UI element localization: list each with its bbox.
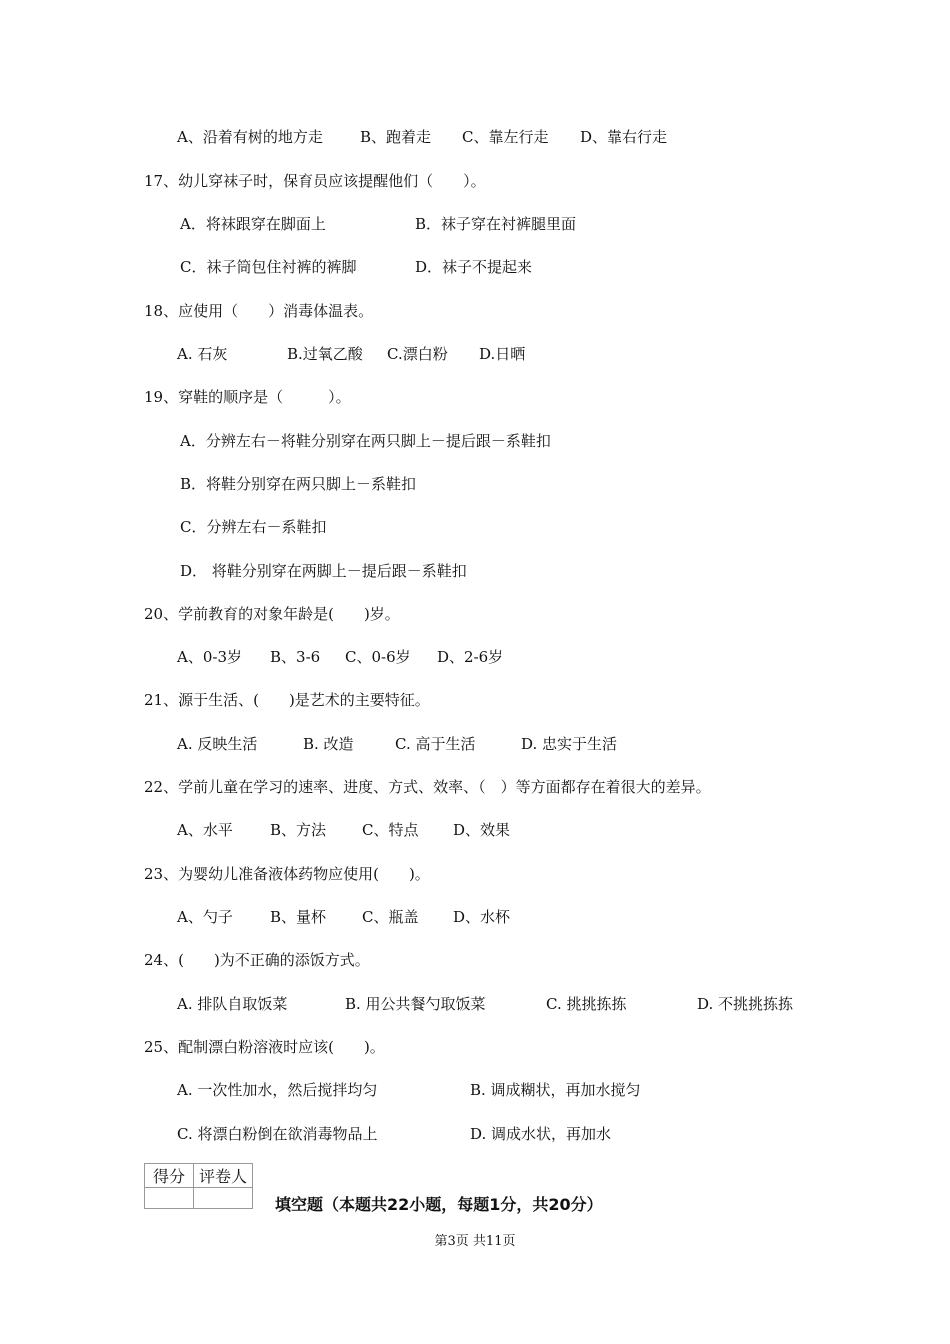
q16-option-d: D、靠右行走 bbox=[580, 128, 668, 146]
q18-option-b: B.过氧乙酸 bbox=[287, 345, 363, 363]
q16-option-b: B、跑着走 bbox=[360, 128, 432, 146]
q20-option-d: D、2-6岁 bbox=[437, 648, 504, 666]
q21-option-b: B. 改造 bbox=[303, 735, 354, 753]
q21-option-c: C. 高于生活 bbox=[395, 735, 476, 753]
score-cell bbox=[145, 1188, 194, 1209]
q16-option-c: C、靠左行走 bbox=[462, 128, 549, 146]
q20-option-a: A、0-3岁 bbox=[177, 648, 242, 666]
q22-stem: 22、学前儿童在学习的速率、进度、方式、效率、（ ）等方面都存在着很大的差异。 bbox=[144, 778, 711, 796]
q24-option-b: B. 用公共餐勺取饭菜 bbox=[345, 995, 486, 1013]
q21-option-a: A. 反映生活 bbox=[177, 735, 258, 753]
q19-stem: 19、穿鞋的顺序是（ ）。 bbox=[144, 388, 351, 406]
q20-option-b: B、3-6 bbox=[270, 648, 321, 666]
q22-option-b: B、方法 bbox=[270, 821, 327, 839]
q20-option-c: C、0-6岁 bbox=[345, 648, 411, 666]
q23-option-b: B、量杯 bbox=[270, 908, 327, 926]
grader-cell bbox=[194, 1188, 253, 1209]
q19-option-d: D． 将鞋分别穿在两脚上－提后跟－系鞋扣 bbox=[180, 562, 467, 580]
q18-option-a: A. 石灰 bbox=[177, 345, 228, 363]
q18-option-d: D.日晒 bbox=[479, 345, 526, 363]
q20-stem: 20、学前教育的对象年龄是( )岁。 bbox=[144, 605, 400, 623]
q24-option-d: D. 不挑挑拣拣 bbox=[697, 995, 794, 1013]
q21-option-d: D. 忠实于生活 bbox=[521, 735, 618, 753]
q19-option-b: B．将鞋分别穿在两只脚上－系鞋扣 bbox=[180, 475, 417, 493]
q24-option-a: A. 排队自取饭菜 bbox=[177, 995, 288, 1013]
q17-option-c: C．袜子筒包住衬裤的裤脚 bbox=[180, 258, 357, 276]
q16-option-a: A、沿着有树的地方走 bbox=[177, 128, 323, 146]
q18-stem: 18、应使用（ ）消毒体温表。 bbox=[144, 302, 374, 320]
q17-option-b: B．袜子穿在衬裤腿里面 bbox=[415, 215, 577, 233]
q19-option-c: C．分辨左右－系鞋扣 bbox=[180, 518, 327, 536]
q22-option-d: D、效果 bbox=[453, 821, 511, 839]
q22-option-c: C、特点 bbox=[362, 821, 419, 839]
q17-option-d: D．袜子不提起来 bbox=[415, 258, 533, 276]
q25-option-d: D. 调成水状，再加水 bbox=[470, 1125, 612, 1143]
q24-stem: 24、( )为不正确的添饭方式。 bbox=[144, 951, 370, 969]
grader-label: 评卷人 bbox=[194, 1164, 253, 1188]
q25-option-a: A. 一次性加水，然后搅拌均匀 bbox=[177, 1081, 378, 1099]
page-footer: 第3页 共11页 bbox=[434, 1234, 516, 1249]
q24-option-c: C. 挑挑拣拣 bbox=[546, 995, 627, 1013]
q18-option-c: C.漂白粉 bbox=[387, 345, 448, 363]
q17-stem: 17、幼儿穿袜子时，保育员应该提醒他们（ ）。 bbox=[144, 172, 486, 190]
q23-stem: 23、为婴幼儿准备液体药物应使用( )。 bbox=[144, 865, 430, 883]
q17-option-a: A．将袜跟穿在脚面上 bbox=[180, 215, 326, 233]
q23-option-c: C、瓶盖 bbox=[362, 908, 419, 926]
q22-option-a: A、水平 bbox=[177, 821, 233, 839]
q25-option-b: B. 调成糊状，再加水搅匀 bbox=[470, 1081, 641, 1099]
section-title: 填空题（本题共22小题，每题1分，共20分） bbox=[275, 1195, 603, 1214]
q25-stem: 25、配制漂白粉溶液时应该( )。 bbox=[144, 1038, 385, 1056]
score-box bbox=[144, 1163, 253, 1209]
q21-stem: 21、源于生活、( )是艺术的主要特征。 bbox=[144, 691, 430, 709]
q23-option-a: A、勺子 bbox=[177, 908, 233, 926]
q23-option-d: D、水杯 bbox=[453, 908, 511, 926]
q25-option-c: C. 将漂白粉倒在欲消毒物品上 bbox=[177, 1125, 378, 1143]
q19-option-a: A．分辨左右－将鞋分别穿在两只脚上－提后跟－系鞋扣 bbox=[180, 432, 551, 450]
score-label: 得分 bbox=[145, 1164, 194, 1188]
